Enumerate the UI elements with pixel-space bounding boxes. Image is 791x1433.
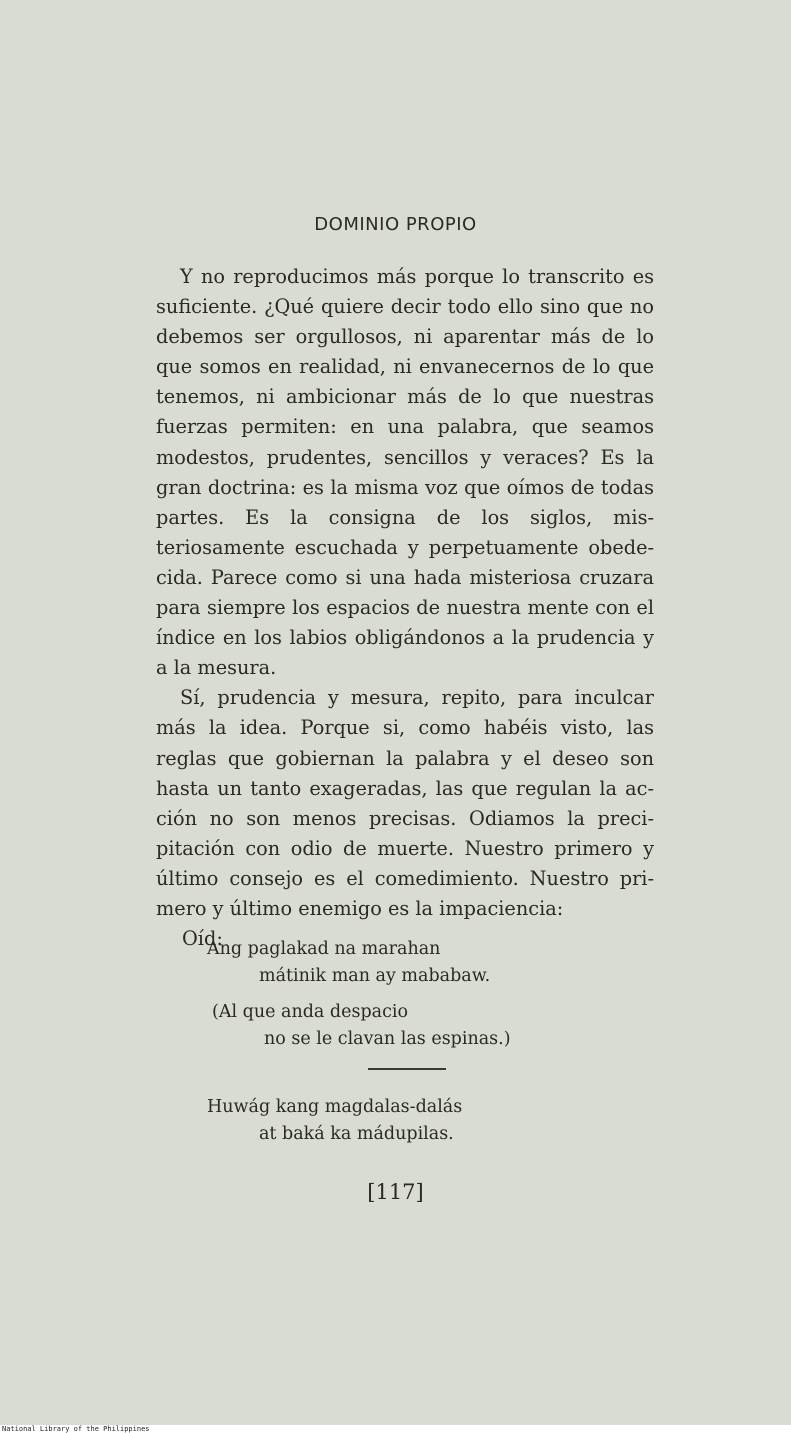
section-divider (368, 1068, 446, 1070)
verse-line: Ang paglakad na marahan (207, 939, 441, 959)
running-header: DOMINIO PROPIO (314, 214, 477, 235)
verse-line: at baká ka mádupilas. (259, 1123, 454, 1144)
paragraph: Sí, prudencia y mesura, repito, para inculcar más la idea. Porque si, como habéis visto, las reglas que gobiernan la palabra y el deseo son hasta un tanto exageradas, las que regulan la acción no son menos precisas. Odiamos la precipitación con odio de muerte. Nuestro primero y último consejo es el comedimiento. Nuestro primero y último enemigo es la impaciencia: (156, 686, 654, 920)
paragraph: Y no reproducimos más porque lo transcrito es suficiente. ¿Qué quiere decir todo ello sino que no debemos ser orgullosos, ni aparentar más de lo que somos en realidad, ni envanecernos de lo que tenemos, ni ambicionar más de lo que nuestras fuerzas permiten: en una palabra, que seamos modestos, prudentes, sencillos y veraces? Es la gran doctrina: es la misma voz que oímos de todas partes. Es la consigna de los siglos, misteriosamente escuchada y perpetuamente obedecida. Parece como si una hada misteriosa cruzara para siempre los espacios de nuestra mente con el índice en los labios obligándonos a la prudencia y a la mesura. (156, 265, 654, 680)
spanish-translation (212, 999, 511, 1052)
verse-line: (Al que anda despacio (212, 1002, 409, 1022)
verse-line: no se le clavan las espinas.) (264, 1028, 511, 1049)
tagalog-proverb (207, 936, 490, 989)
library-watermark: National Library of the Philippines (2, 1425, 150, 1433)
page-number: [117] (367, 1180, 424, 1204)
call-to-listen: Oíd: (182, 927, 223, 951)
verse-line: Huwág kang magdalas-dalás (207, 1097, 463, 1117)
verse-line: mátinik man ay mababaw. (259, 965, 491, 986)
body-text (156, 262, 654, 954)
tagalog-proverb (207, 1094, 462, 1147)
